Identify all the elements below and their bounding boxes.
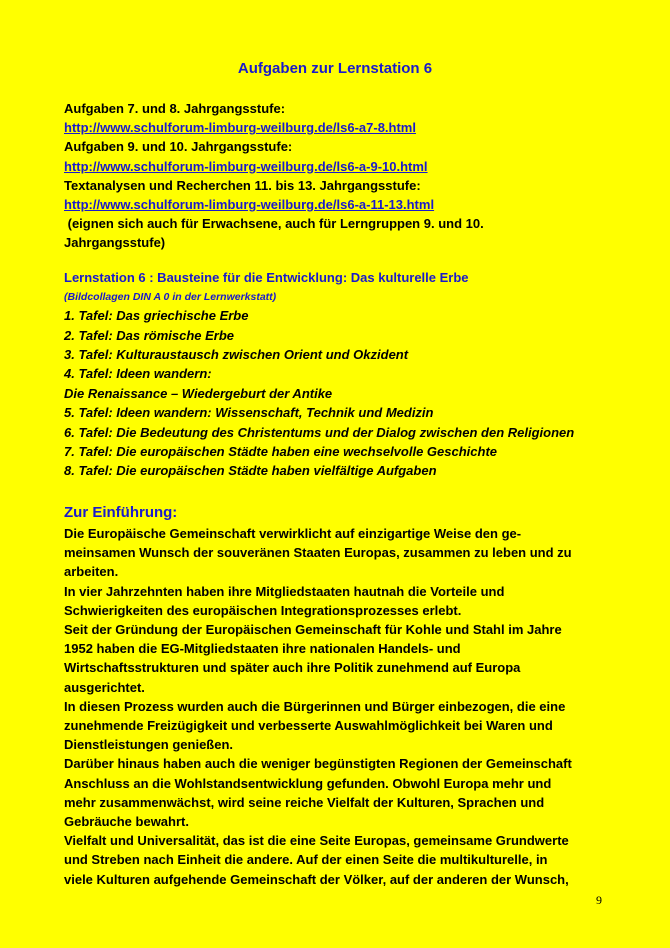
task-link-7-8[interactable]: http://www.schulforum-limburg-weilburg.de/ls6-a7-8.html [64,120,416,136]
intro-line: arbeiten. [64,564,119,580]
intro-line: Wirtschaftsstrukturen und später auch ihre Politik zunehmend auf Europa [64,660,521,676]
intro-heading: Zur Einführung: [64,504,178,521]
page-title: Aufgaben zur Lernstation 6 [237,60,433,77]
intro-line: Schwierigkeiten des europäischen Integrationsprozesses erlebt. [64,602,462,618]
tafel-item-6: 6. Tafel: Die Bedeutung des Christentums und der Dialog zwischen den Religionen [64,424,575,440]
task-label-11-13: Textanalysen und Recherchen 11. bis 13. Jahrgangsstufe: [64,177,421,193]
intro-line: zunehmende Freizügigkeit und verbesserte Auswahlmöglichkeit bei Waren und [64,718,553,734]
intro-section [64,502,644,889]
intro-line: mehr zusammenwächst, wird seine reiche Vielfalt der Kulturen, Sprachen und [64,794,545,810]
intro-line: 1952 haben die EG-Mitgliedstaaten ihre nationalen Handels- und [64,641,461,657]
tasks-section [64,99,644,253]
task-link-11-13[interactable]: http://www.schulforum-limburg-weilburg.de/ls6-a-11-13.html [64,197,435,213]
intro-line: Vielfalt und Universalität, das ist die eine Seite Europas, gemeinsame Grundwerte [64,833,569,849]
intro-line: Dienstleistungen genießen. [64,737,234,753]
tafel-item-7: 7. Tafel: Die europäischen Städte haben eine wechselvolle Geschichte [64,444,497,460]
tafel-item-5: 5. Tafel: Ideen wandern: Wissenschaft, Technik und Medizin [64,405,434,421]
page-number: 9 [596,893,602,907]
intro-line: meinsamen Wunsch der souveränen Staaten Europas, zusammen zu leben und zu [64,545,572,561]
lernstation-section [64,268,644,481]
intro-body [64,524,644,889]
intro-line: und Streben nach Einheit die andere. Auf der einen Seite die multikulturelle, in [64,852,548,868]
lernstation-subheading: (Bildcollagen DIN A 0 in der Lernwerkstatt) [64,291,277,304]
task-label-7-8: Aufgaben 7. und 8. Jahrgangsstufe: [64,101,286,116]
tafel-item-2: 2. Tafel: Das römische Erbe [64,327,235,343]
intro-line: Gebräuche bewahrt. [64,814,189,830]
lernstation-heading: Lernstation 6 : Bausteine für die Entwicklung: Das kulturelle Erbe [64,270,469,285]
task-note-line-2: Jahrgangsstufe) [64,235,166,251]
tafel-item-4: 4. Tafel: Ideen wandern: [64,366,212,382]
task-label-9-10: Aufgaben 9. und 10. Jahrgangsstufe: [64,139,293,155]
intro-line: Seit der Gründung der Europäischen Gemeinschaft für Kohle und Stahl im Jahre [64,622,562,638]
tafel-item-8: 8. Tafel: Die europäischen Städte haben vielfältige Aufgaben [64,463,437,479]
intro-line: Darüber hinaus haben auch die weniger begünstigten Regionen der Gemeinschaft [64,756,572,772]
intro-line: viele Kulturen aufgehende Gemeinschaft der Völker, auf der anderen der Wunsch, [64,871,569,887]
tafel-item-4b: Die Renaissance – Wiedergeburt der Antike [64,385,333,401]
intro-line: Anschluss an die Wohlstandsentwicklung gefunden. Obwohl Europa mehr und [64,775,552,791]
intro-line: In vier Jahrzehnten haben ihre Mitgliedstaaten hautnah die Vorteile und [64,583,505,599]
tafel-item-3: 3. Tafel: Kulturaustausch zwischen Orient und Okzident [64,347,409,363]
task-link-9-10[interactable]: http://www.schulforum-limburg-weilburg.de/ls6-a-9-10.html [64,158,428,174]
intro-line: In diesen Prozess wurden auch die Bürgerinnen und Bürger einbezogen, die eine [64,698,566,714]
intro-line: ausgerichtet. [64,679,145,695]
intro-line: Die Europäische Gemeinschaft verwirklicht auf einzigartige Weise den ge- [64,526,522,541]
task-note-line-1: (eignen sich auch für Erwachsene, auch für Lerngruppen 9. und 10. [64,216,484,232]
tafel-item-1: 1. Tafel: Das griechische Erbe [64,308,249,324]
